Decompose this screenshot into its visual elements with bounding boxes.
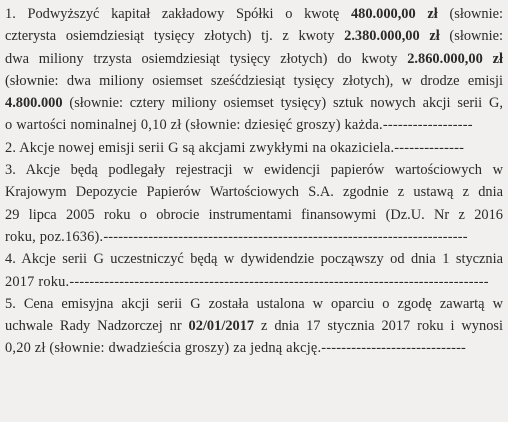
text-run: 1. Podwyższyć kapitał zakładowy Spółki o kwotę (5, 6, 351, 22)
paragraph-1 (5, 3, 503, 137)
paragraph-4-line-1: 4. Akcje serii G uczestniczyć będą w dywidendzie począwszy od dnia 1 stycznia (5, 251, 503, 268)
text-run: (słownie: (437, 6, 503, 22)
text-run: z dnia 17 stycznia 2017 roku i wynosi (254, 318, 503, 335)
text-run: dwa miliony trzysta osiemdziesiąt tysięcy złotych) do kwoty (5, 50, 408, 67)
paragraph-2 (5, 137, 503, 159)
paragraph-3 (5, 159, 503, 248)
text-run: (słownie: (439, 28, 503, 45)
paragraph-1-line-1 (5, 3, 503, 25)
paragraph-3-line-1: 3. Akcje będą podlegały rejestracji w ewidencji papierów wartościowych w (5, 162, 503, 179)
paragraph-1-line-2 (5, 25, 503, 47)
paragraph-3-line-2: Krajowym Depozycie Papierów Wartościowych S.A. zgodnie z ustawą z dnia (5, 184, 503, 201)
paragraph-4 (5, 248, 503, 293)
paragraph-1-line-3 (5, 48, 503, 70)
share-count: 4.800.000 (5, 95, 63, 112)
paragraph-2-line-1: 2. Akcje nowej emisji serii G są akcjami zwykłymi na okaziciela.-------------- (5, 139, 465, 156)
paragraph-1-line-4: (słownie: dwa miliony osiemset sześćdziesiąt tysięcy złotych), w drodze emisji (5, 72, 503, 89)
paragraph-5-line-2 (5, 315, 503, 337)
paragraph-5 (5, 293, 503, 360)
paragraph-5-line-1: 5. Cena emisyjna akcji serii G została ustalona w oparciu o zgodę zawartą w (5, 295, 503, 312)
paragraph-1-line-6: o wartości nominalnej 0,10 zł (słownie: dziesięć groszy) każda.------------------ (5, 117, 473, 134)
paragraph-3-line-4: roku, poz.1636).------------------------------------------------------------------------- (5, 228, 468, 245)
amount-from: 2.380.000,00 zł (344, 28, 440, 45)
paragraph-4-line-2: 2017 roku.------------------------------------------------------------------------------------ (5, 273, 489, 290)
paragraph-3-line-3: 29 lipca 2005 roku o obrocie instrumentami finansowymi (Dz.U. Nr z 2016 (5, 206, 503, 223)
amount-to: 2.860.000,00 zł (407, 50, 503, 67)
text-run: czterysta osiemdziesiąt tysięcy złotych) tj. z kwoty (5, 28, 345, 45)
paragraph-5-line-3: 0,20 zł (słownie: dwadzieścia groszy) za jedną akcję.----------------------------- (5, 340, 467, 357)
paragraph-1-line-5 (5, 92, 503, 114)
resolution-number: 02/01/2017 (188, 318, 255, 335)
amount-increase: 480.000,00 zł (350, 6, 438, 22)
text-run: uchwale Rady Nadzorczej nr (5, 318, 189, 335)
text-run: (słownie: cztery miliony osiemset tysięcy) sztuk nowych akcji serii G, (62, 95, 503, 112)
